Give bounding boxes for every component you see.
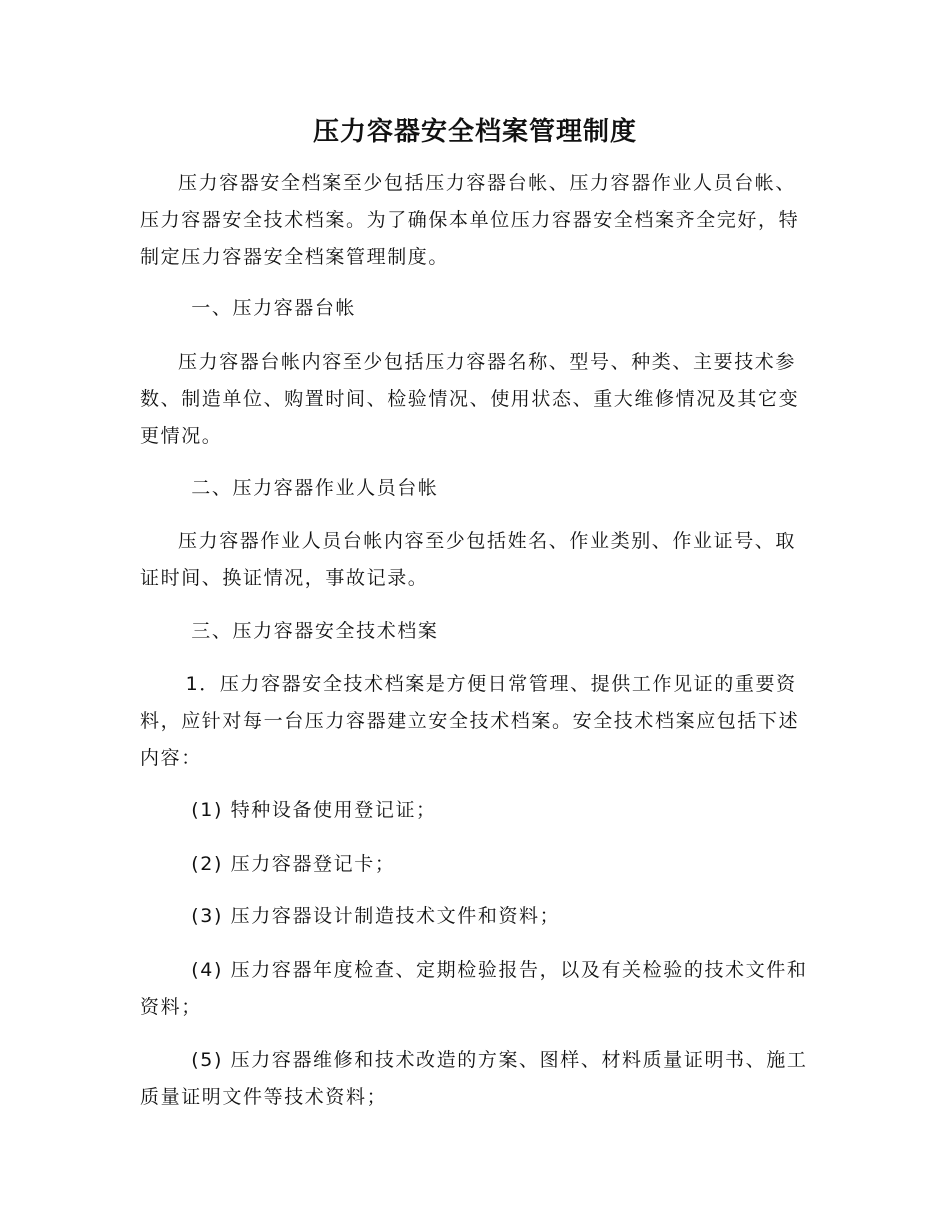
section-heading-3: 三、压力容器安全技术档案 — [191, 620, 439, 642]
document-title: 压力容器安全档案管理制度 — [312, 117, 637, 147]
list-item-5: (5) 压力容器维修和技术改造的方案、图样、材料质量证明书、施工质量证明文件等技术资料； — [140, 1049, 808, 1108]
list-item-2: (2) 压力容器登记卡； — [191, 853, 396, 875]
list-item-3: (3) 压力容器设计制造技术文件和资料； — [191, 905, 561, 927]
section-heading-1: 一、压力容器台帐 — [191, 297, 357, 319]
section-2-paragraph: 压力容器作业人员台帐内容至少包括姓名、作业类别、作业证号、取证时间、换证情况，事故记录。 — [140, 530, 797, 589]
list-item-1: (1) 特种设备使用登记证； — [191, 799, 437, 821]
section-1-paragraph: 压力容器台帐内容至少包括压力容器名称、型号、种类、主要技术参数、制造单位、购置时间、检验情况、使用状态、重大维修情况及其它变更情况。 — [140, 351, 800, 447]
section-heading-2: 二、压力容器作业人员台帐 — [191, 477, 439, 499]
section-3-item-1: 1．压力容器安全技术档案是方便日常管理、提供工作见证的重要资料，应针对每一台压力容器建立安全技术档案。安全技术档案应包括下述内容： — [140, 673, 800, 769]
list-item-4: (4) 压力容器年度检查、定期检验报告，以及有关检验的技术文件和资料； — [140, 959, 808, 1018]
intro-paragraph: 压力容器安全档案至少包括压力容器台帐、压力容器作业人员台帐、压力容器安全技术档案。为了确保本单位压力容器安全档案齐全完好，特制定压力容器安全档案管理制度。 — [140, 172, 800, 268]
